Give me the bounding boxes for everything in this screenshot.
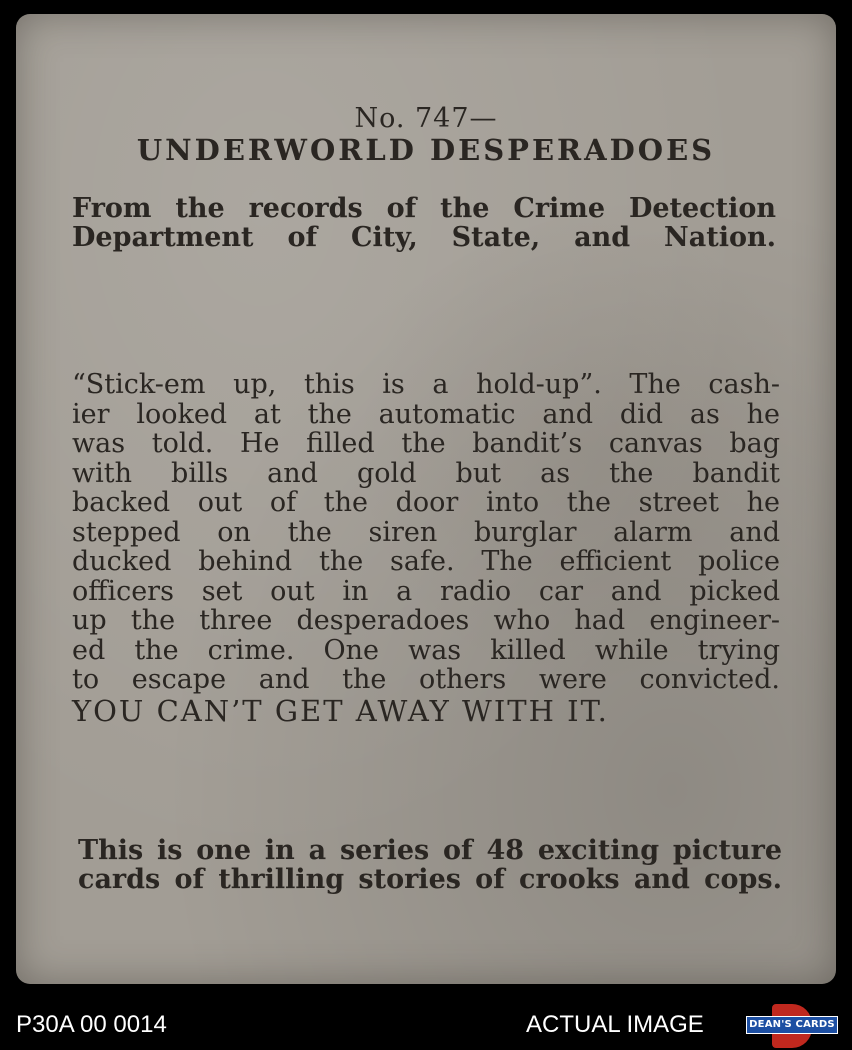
card-subtitle [72,194,776,252]
series-note [78,836,782,894]
card-title: UNDERWORLD DESPERADOES [136,133,716,167]
subtitle-line: From the records of the Crime Detection [72,193,776,224]
card-back [16,14,836,984]
series-line: This is one in a series of 48 exciting picture [78,835,782,866]
deans-cards-logo [746,1004,838,1048]
story-line: with bills and gold but as the bandit [72,457,780,489]
story-line: to escape and the others were convicted. [72,664,780,695]
item-id: P30A 00 0014 [16,1011,167,1038]
story-line: backed out of the door into the street he [72,487,780,518]
story-line: was told. He filled the bandit’s canvas bag [72,428,780,459]
story-line: stepped on the siren burglar alarm and [72,516,780,548]
story-line: up the three desperadoes who had engineer- [72,605,780,636]
story-line: ducked behind the safe. The efficient police [72,546,780,577]
story-text [72,370,780,727]
subtitle-line: Department of City, State, and Nation. [72,222,776,253]
card-number: No. 747— [354,103,498,134]
story-line: “Stick-em up, this is a hold-up”. The cash- [72,369,780,400]
series-line: cards of thrilling stories of crooks and cops. [78,864,782,895]
story-line: ed the crime. One was killed while trying [72,634,780,666]
story-line: ier looked at the automatic and did as he [72,398,780,430]
logo-banner: DEAN'S CARDS [746,1016,838,1034]
story-line: officers set out in a radio car and picked [72,575,780,607]
actual-image-label: ACTUAL IMAGE [526,1011,704,1038]
story-motto: YOU CAN’T GET AWAY WITH IT. [72,693,609,728]
